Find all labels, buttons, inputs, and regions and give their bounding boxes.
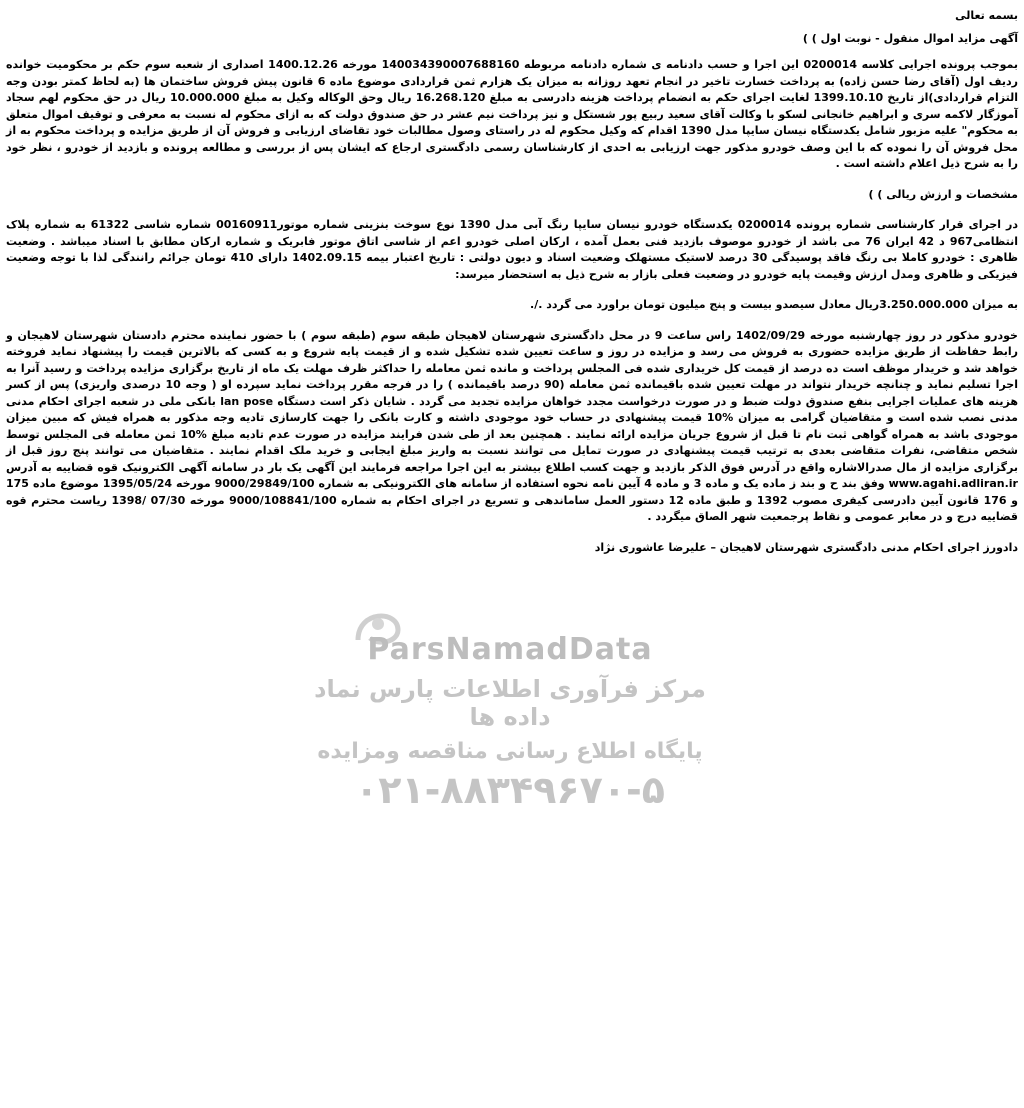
bismillah-heading: بسمه تعالی [955, 9, 1018, 22]
watermark-line-1: مرکز فرآوری اطلاعات پارس نماد داده ها [314, 675, 706, 731]
watermark-phone: ۰۲۱-۸۸۳۴۹۶۷۰-۵ [355, 768, 665, 812]
spec-paragraph: در اجرای قرار کارشناسی شماره پرونده 0200014 یکدستگاه خودرو نیسان سایپا رنگ آبی مدل 1390 نوع سوخت بنزینی شماره موتور00160911 شماره شاسی 61322 به شماره پلاک انتظامی967 د 42 ایران 76 می باشد از خودرو موصوف بازدید فنی بعمل آمده ، ارکان اصلی خودرو اعم از شاسی اتاق موتور فابریک و شماره ارکان مطابق با اسناد میباشد . وضعیت ظاهری : خودرو کاملا بی رنگ فاقد پوسیدگی 30 درصد لاستیک مستهلک وضعیت اسناد و دیون دولتی : تاریخ اعتبار بیمه 1402.09.15 دارای 410 تومان جرائم رانندگی لذا با توجه وضعیت فیزیکی و ظاهری ومدل ارزش وقیمت پایه خودرو در وضعیت فعلی بازار به شرح ذیل به استحضار میرسد: [6, 218, 1019, 281]
valuation-line: به میزان 3.250.000.000ریال معادل سیصدو بیست و پنج میلیون تومان براورد می گردد ./. [530, 298, 1018, 311]
watermark [300, 632, 720, 812]
watermark-brand: ParsNamadData [367, 632, 653, 667]
auction-paragraph: خودرو مذکور در روز چهارشنبه مورخه 1402/09/29 راس ساعت 9 در محل دادگستری شهرستان لاهیجان طبقه سوم (طبقه سوم ) با حضور نماینده محترم دادستان شهرستان لاهیجان و رابط حفاظت از طریق مزایده حضوری به فروش می رسد و مزایده در روز و ساعت تعیین شده تشکیل شده و از قیمت پایه شروع و به کسی که بالاترین قیمت را پیشنهاد نماید فروخته خواهد شد و خریدار موظف است ده درصد از قیمت کل خریداری شده فی المجلس پرداخت و مانده ثمن معامله را حداکثر ظرف مهلت یک ماه از تاریخ برگزاری مزایده پرداخت و رسید آنرا به اجرا تسلیم نماید و چنانچه خریدار نتواند در مهلت تعیین شده باقیمانده ثمن معامله (90 درصد باقیمانده ) را در فرجه مقرر پرداخت نماید سپرده او ( وجه 10 درصدی واریزی) پس از کسر هزینه های عملیات اجرایی بنفع صندوق دولت ضبط و در صورت درخواست مجدد خواهان مزایده تجدید می گردد . شایان ذکر است دستگاه lan pose بانکی ملی در شعبه اجرای احکام مدنی مدنی نصب شده است و متقاضیان گرامی به میزان %10 قیمت پیشنهادی در حساب خود موجودی داشته و کارت بانکی را جهت کارسازی تادیه وجه مذکور به همراه فیش که مبین میزان موجودی باشد به همراه گواهی ثبت نام تا قبل از شروع جریان مزایده ارائه نمایند . همچنین بعد از طی شدن فرایند مزایده در صورت عدم تادیه مبلغ %10 ثمن معامله فی المجلس توسط شخص متقاضی، نفرات متقاضی بعدی به ترتیب قیمت پیشنهادی در صورت تمایل می توانند نسبت به واریز مبلغ ایجابی و خرید ملک اقدام نمایند . متقاضیان می توانند پنج روز قبل از برگزاری مزایده از مال صدرالاشاره واقع در آدرس فوق الذکر بازدید و جهت کسب اطلاع بیشتر به این اجرا مراجعه فرمایند این آگهی یک بار در سامانه آگهی الکترونیک قوه قضاییه به آدرس www.agahi.adliran.ir وفق بند ح و بند ز ماده یک و ماده 3 و ماده 4 آیین نامه نحوه استفاده از سامانه های الکترونیکی به شماره 9000/29849/100 مورخه 1395/05/24 موضوع ماده 175 و 176 قانون آیین دادرسی کیفری مصوب 1392 و طبق ماده 12 دستور العمل ساماندهی و تسریع در اجرای احکام به شماره 9000/108841/100 مورخه 07/30 /1398 ریاست محترم قوه قضاییه درج و در معابر عمومی و نقاط پرجمعیت شهر الصاق میگردد . [6, 328, 1019, 523]
signature-line: دادورز اجرای احکام مدنی دادگستری شهرستان لاهیجان – علیرضا عاشوری نژاد [594, 540, 1018, 554]
auction-notice [6, 8, 1018, 556]
spec-heading: مشخصات و ارزش ریالی ) ) [868, 187, 1018, 201]
notice-title: آگهی مزاید اموال منقول - نوبت اول ) ) [802, 31, 1018, 45]
watermark-line-2: پایگاه اطلاع رسانی مناقصه ومزایده [317, 739, 703, 764]
intro-paragraph: بموجب پرونده اجرایی کلاسه 0200014 این اجرا و حسب دادنامه ی شماره دادنامه مربوطه 140034390007688160 مورخه 1400.12.26 اصداری از شعبه سوم حکم بر محکومیت خوانده ردیف اول (آقای رضا حسن زاده) به پرداخت خسارت تاخیر در انجام تعهد روزانه به میزان یک هزارم ثمن قراردادی موضوع ماده 6 قانون پیش فروش ساختمان ها (به لحاظ کمتر بودن وجه التزام قراردادی)از تاریخ 1399.10.10 لغایت اجرای حکم به انضمام پرداخت هزینه دادرسی به مبلغ 16.268.120 ریال وحق الوکاله وکیل به مبلغ 10.000.000 ریال در حق محکوم لهم سجاد آموزگار لاکمه سری و ابراهیم خانجانی لسکو با وکالت آقای سعید ربیع پور شستکل و نیز پرداخت نیم عشر در حق صندوق دولت که به ازای محکوم له نسبت به معرفی و توقیف اموال متعلق به محکوم" علیه مزبور شامل یکدستگاه نیسان سایپا مدل 1390 اقدام که وکیل محکوم له در راستای وصول مطالبات خود تقاضای ارزیابی و فروش آن از طریق مزایده و پرداخت محکوم به از محل فروش آن را نموده که با این وصف خودرو مذکور جهت ارزیابی به احدی از کارشناسان رسمی دادگستری ارجاع که ایشان پس از بررسی و مطالعه پرونده و بازدید از خودرو ، نظر خود را به شرح ذیل اعلام داشته است . [6, 58, 1018, 170]
